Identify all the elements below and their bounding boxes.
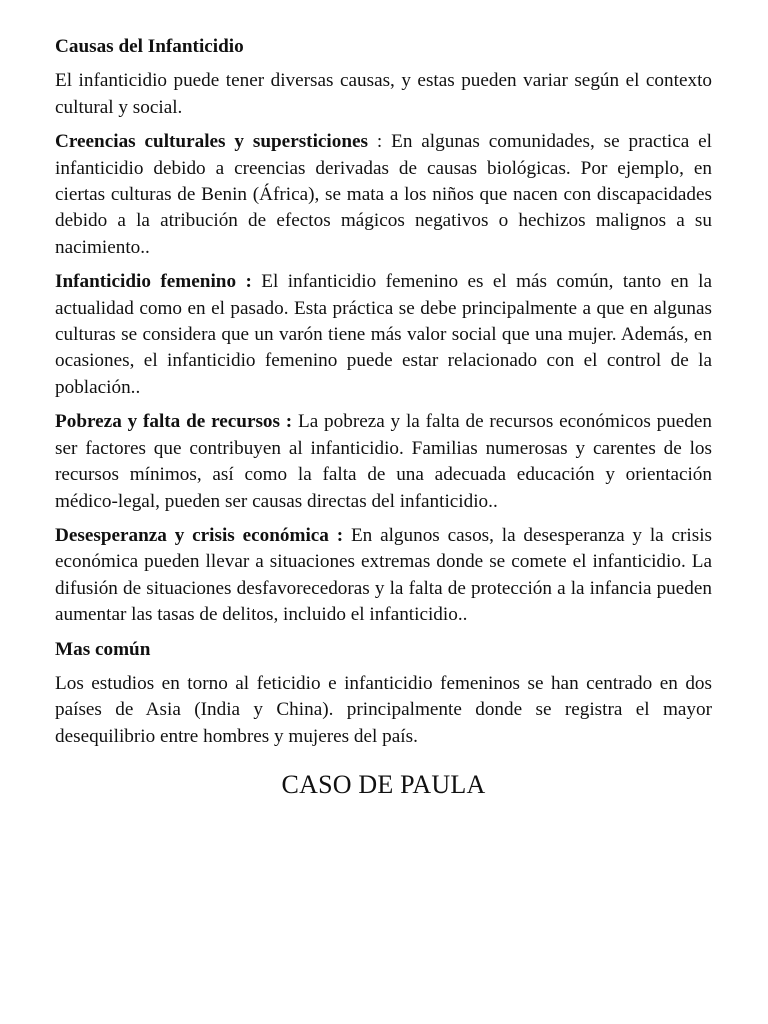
cause-paragraph-poverty — [55, 409, 712, 515]
cause-separator: : — [368, 131, 392, 153]
cause-label-female: Infanticidio femenino : — [55, 271, 252, 293]
section-heading-mas-comun: Mas común — [55, 638, 151, 660]
section-paragraph-mas-comun: Los estudios en torno al feticidio e infanticidio femeninos se han centrado en dos países de Asia (India y China). principalmente donde se registra el mayor desequilibrio entre hombres y mujeres del país. — [55, 672, 712, 747]
cause-paragraph-female — [55, 269, 712, 401]
cause-paragraph-beliefs — [55, 129, 712, 261]
document-page — [55, 34, 712, 800]
cause-label-crisis: Desesperanza y crisis económica : — [55, 524, 344, 546]
cause-label-beliefs: Creencias culturales y supersticiones — [55, 131, 368, 153]
cause-text-crisis: En algunos casos, la desesperanza y la crisis económica pueden llevar a situaciones extremas donde se comete el infanticidio. La difusión de situaciones desfavorecedoras y la falta de protección a la infancia pueden aumentar las tasas de delitos, incluido el infanticidio.. — [55, 524, 713, 626]
cause-label-poverty: Pobreza y falta de recursos : — [55, 411, 293, 433]
cause-text-female: El infanticidio femenino es el más común, tanto en la actualidad como en el pasado. Esta práctica se debe principalmente a que en algunas culturas se considera que un varón tiene más valor social que una mujer. Además, en ocasiones, el infanticidio femenino puede estar relacionado con el control de la población.. — [55, 271, 712, 398]
cause-separator — [343, 525, 351, 546]
cause-paragraph-crisis — [55, 523, 712, 629]
cause-text-poverty: La pobreza y la falta de recursos económicos pueden ser factores que contribuyen al infanticidio. Familias numerosas y carentes de los recursos mínimos, así como la falta de una adecuada educación y orientación médico-legal, pueden ser causas directas del infanticidio.. — [55, 411, 712, 512]
document-title: Causas del Infanticidio — [55, 36, 244, 57]
cause-separator — [252, 271, 261, 292]
case-title: CASO DE PAULA — [281, 770, 486, 800]
cause-text-beliefs: En algunas comunidades, se practica el infanticidio debido a creencias derivadas de causas biológicas. Por ejemplo, en ciertas culturas de Benin (África), se mata a los niños que nacen con discapacidades debido a la atribución de efectos mágicos negativos o hechizos malignos a su nacimiento.. — [55, 131, 712, 258]
intro-paragraph: El infanticidio puede tener diversas causas, y estas pueden variar según el contexto cultural y social. — [55, 70, 712, 118]
